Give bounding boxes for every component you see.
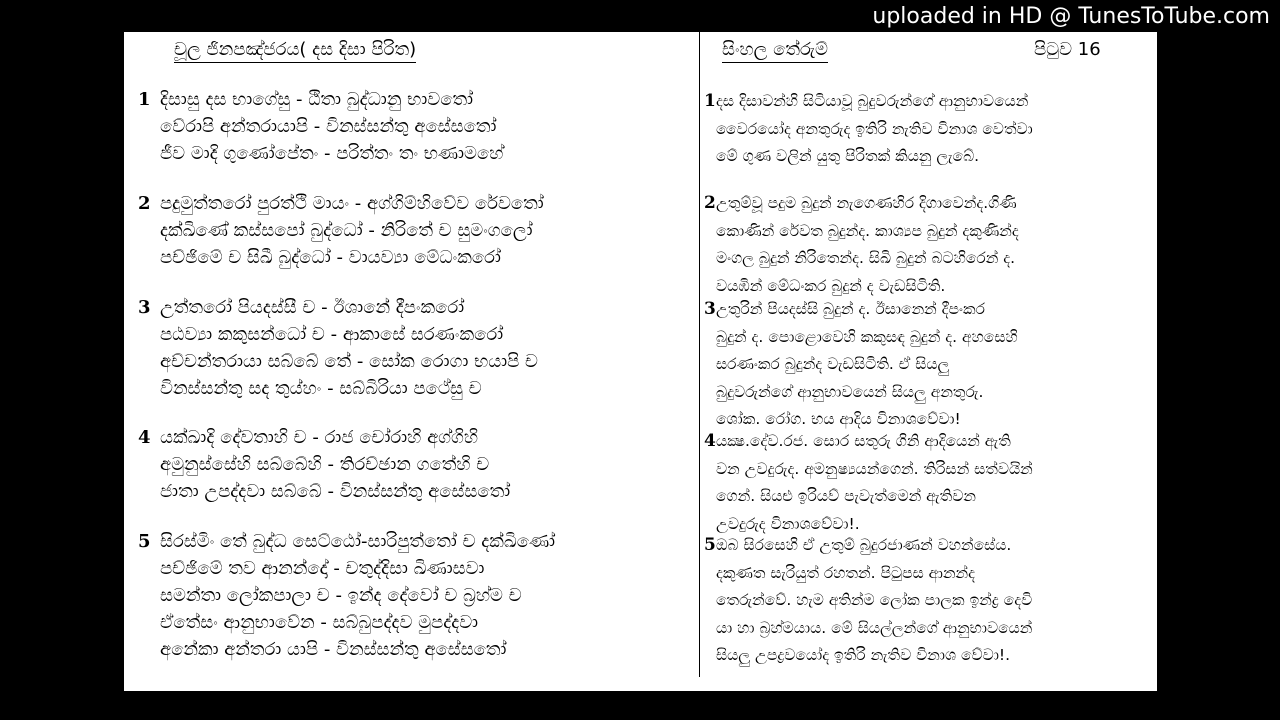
verse-line: යක්ඛාදි දේවතාහි ච - රාජ චෝරාහි අග්ගිහි	[160, 427, 479, 448]
document-page	[124, 32, 1157, 691]
column-divider	[699, 32, 700, 677]
sinhala-stanza-5	[704, 532, 1154, 670]
pali-stanza-4	[138, 424, 694, 505]
stanza-number: 3	[704, 299, 716, 319]
verse-line: අනේකා අන්තරා යාපි - විනස්සන්තු අසේසතෝ	[160, 639, 507, 660]
verse-line: ජාතා උපද්දවා සබ්බේ - විනස්සන්තු අසේසතෝ	[160, 481, 511, 502]
stanza-number: 1	[138, 89, 151, 110]
verse-line: දක්ඛිණේ කස්සපෝ බුද්ධෝ - නිරිතේ ච සුමංගලෝ	[160, 220, 533, 241]
verse-line: පඨව්‍යා කකුසන්ධෝ ච - ආකාසේ සරණංකරෝ	[160, 324, 504, 345]
pali-stanza-5	[138, 528, 694, 663]
meaning-line: මංගල බුදුන් නිරිතෙන්ද. සිඛි බුදුන් බටහිරෙන් ද.	[716, 249, 1016, 267]
meaning-line: බුදුන් ද. පොළොවෙහි කකුසඳ බුදුන් ද. අහසෙහි	[716, 327, 1018, 346]
stanza-number: 4	[138, 427, 151, 448]
stanza-number: 2	[704, 193, 716, 213]
meaning-line: තෙරුන්වේ. හැම අතින්ම ලෝක පාලක ඉන්ද්‍ර දෙවි	[716, 591, 1033, 609]
meaning-line: ශෝක. රෝග. භය ආදිය විනාශවේවා!	[716, 410, 961, 428]
sinhala-stanza-4	[704, 428, 1154, 538]
verse-line: පච්ඡිමේ තව ආනන්දෝ - චතුද්දිසා ඛිණාසවා	[160, 558, 485, 579]
meaning-line: දකුණත සැරියුත් රහතන්. පිටුපස ආනන්ද	[716, 563, 976, 582]
verse-line: විනස්සන්තු සද තුය්හං - සබ්බිරියා පථේසු ච	[160, 378, 482, 399]
verse-line: අච්චන්තරායා සබ්බේ තේ - සෝක රොගා භයාපි ච	[160, 351, 538, 372]
verse-line: වේරාපි අන්තරායාපි - විනස්සන්තු අසේසතෝ	[160, 116, 497, 137]
sinhala-stanza-3	[704, 296, 1154, 434]
stanza-number: 3	[138, 297, 151, 318]
verse-line: පච්ඡිමේ ච සිඛී බුද්ධෝ - වායව්‍යා මේධංකරෝ	[160, 247, 501, 268]
meaning-line: මේ ගුණ වලින් යුතු පිරිතක් කියනු ලැබේ.	[716, 147, 980, 165]
meaning-line: බුදුවරුන්ගේ ආනුභාවයෙන් සියලු අනතුරු.	[716, 382, 984, 401]
stanza-number: 5	[704, 535, 716, 555]
meaning-line: සියලු උපද්‍රවයෝද ඉතිරි නැතිව විනාශ වේවා!.	[716, 646, 1011, 664]
stanza-number: 1	[704, 91, 716, 111]
pali-title: චූල ජිනපඤ්ජරය( දස දිසා පිරිත)	[174, 38, 416, 63]
verse-line: සිරස්මිං තේ බුද්ධ සෙට්ඨෝ-සාරිපුත්තෝ ච දක්ඛිණෝ	[160, 531, 556, 552]
stanza-number: 2	[138, 193, 151, 214]
meaning-line: ඔබ සිරසෙහි ඒ උතුම් බුදුරජාණන් වහන්සේය.	[716, 536, 1012, 554]
verse-line: ජීව මාදි ගුණෝපේතං - පරිත්තං තං භණාමහේ	[160, 143, 504, 164]
pali-stanza-2	[138, 190, 694, 271]
meaning-line: කොණින් රේවත බුදුන්ද. කාශ්‍යප බුදුන් දකුණින්ද	[716, 221, 1019, 240]
pali-stanza-1	[138, 86, 694, 167]
stanza-number: 5	[138, 531, 151, 552]
stanza-number: 4	[704, 431, 716, 451]
verse-line: පදුමුත්තරෝ පුරත්ථි මායං - අග්ගිම්හිවේව රේවතෝ	[160, 193, 544, 214]
meaning-line: යක්‍ෂ.දේව.රජ. සොර සතුරු ගිනි ආදියෙන් ඇති	[716, 432, 1011, 450]
verse-line: උත්තරෝ පියදස්සී ච - ඊශානේ දීපංකරෝ	[160, 297, 465, 318]
meaning-line: වෛරයෝද අනතුරුද ඉතිරි නැතිව විනාශ වෙත්වා	[716, 119, 1033, 138]
sinhala-stanza-2	[704, 190, 1154, 300]
meaning-line: ගෙන්. සියළු ඉරියව් පැවැත්මෙන් ඇතිවන	[716, 487, 976, 505]
verse-line: සමන්තා ලෝකපාලා ච - ඉන්ද දේවෝ ච බ්‍රහ්ම ච	[160, 585, 522, 606]
meaning-line: වයඹින් මේධංකර බුදුන් ද වැඩසිටිති.	[716, 276, 946, 295]
sinhala-title: සිංහල තේරුම්	[722, 38, 828, 63]
meaning-line: උතුම්වූ පදුම බුදුන් නැගෙණහිර දිගාවෙන්ද.ගිණි	[716, 194, 1017, 212]
sinhala-stanza-1	[704, 88, 1154, 171]
verse-line: දිසාසු දස භාගේසු - ඨිතා බුද්ධානු භාවතෝ	[160, 89, 474, 110]
meaning-line: සරණංකර බුදුන්ද වැඩසිටිති. ඒ සියලු	[716, 355, 950, 373]
pali-stanza-3	[138, 294, 694, 402]
meaning-line: උවදුරුද විනාශවේවා!.	[716, 514, 860, 533]
watermark-text: uploaded in HD @ TunesToTube.com	[872, 4, 1270, 29]
meaning-line: දස දිසාවන්හි සිටියාවූ බුදුවරුන්ගේ ආනුභාවයෙන්	[716, 92, 1029, 110]
verse-line: අමුනුස්සේහි සබ්බේහි - තිරච්ඡාන ගතේහි ච	[160, 454, 490, 475]
meaning-line: යා හා බ්‍රහ්මයාය. මේ සියල්ලන්ගේ ආනුභාවයෙන්	[716, 618, 1033, 637]
page-number: පිටුව 16	[1034, 39, 1101, 60]
meaning-line: වන උවදුරුද. අමනුෂ්‍යයන්ගෙන්. තිරිසන් සත්වයින්	[716, 459, 1033, 478]
meaning-line: උතුරින් පියදස්සි බුදුන් ද. ඊසානෙන් දීපංකර	[716, 300, 985, 318]
verse-line: ඒතේසං ආනුභාවේන - සබ්බුපද්දව මුපද්දවා	[160, 612, 479, 633]
